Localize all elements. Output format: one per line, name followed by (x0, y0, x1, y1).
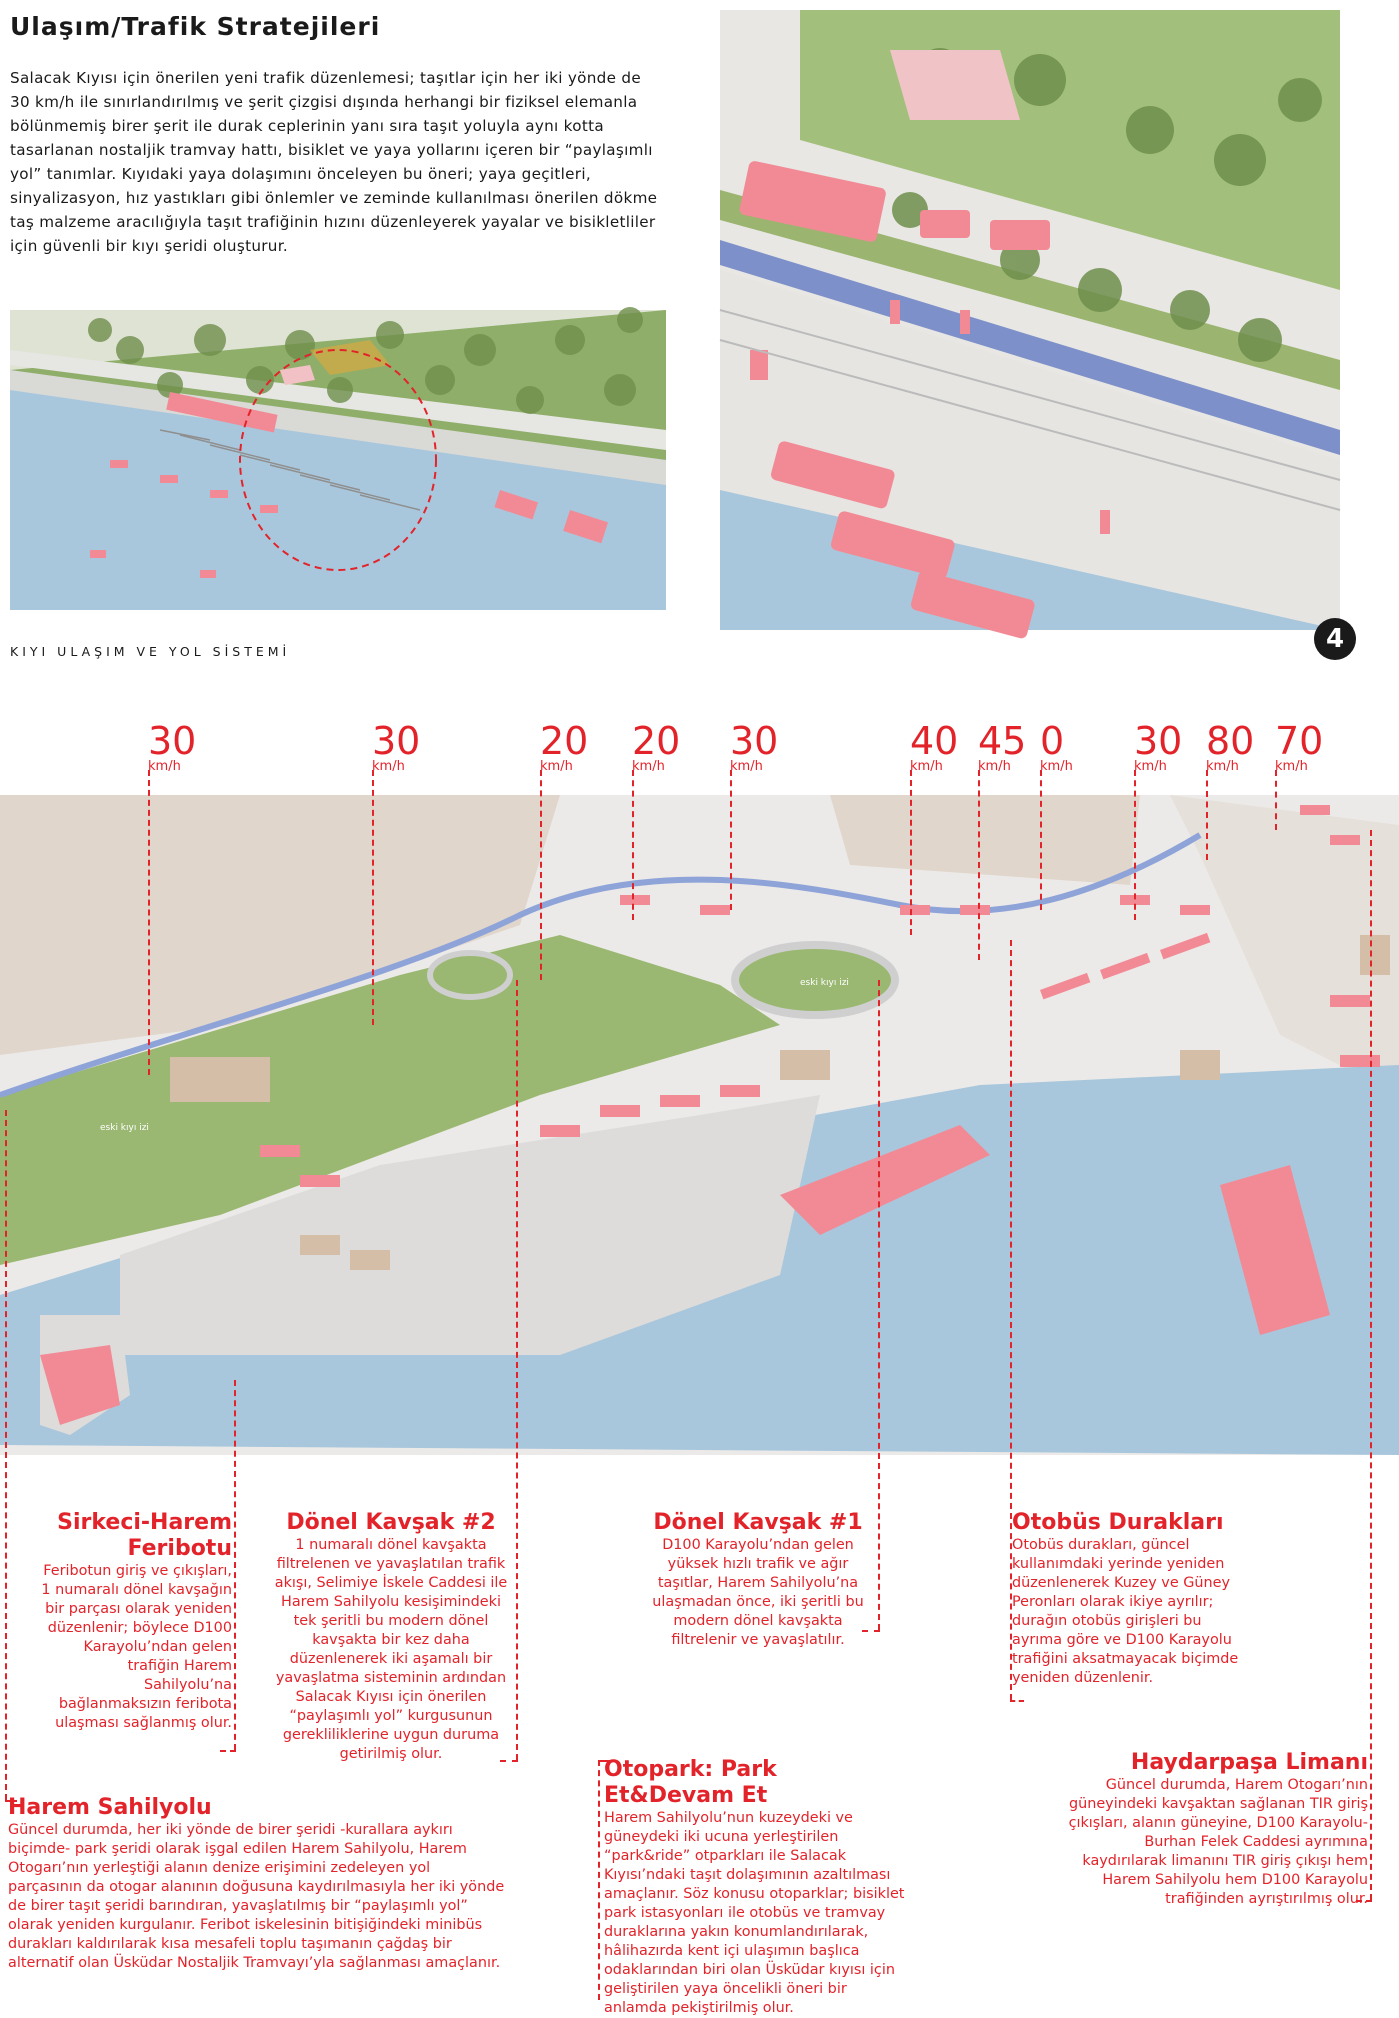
block-harem-text: Güncel durumda, her iki yönde de birer şeridi -kurallara aykırı biçimde- park şeridi olarak işgal edilen Harem Sahilyolu, Harem Otogarı’nın yerleştiği alanın denize erişimini zedeleyen yol parçasının da otogar alanının doğusuna kaydırılmasıyla her iki yönde de birer taşıt şeridi barındıran, yavaşlatılmış bir “paylaşımlı yol” olarak yeniden kurgulanır. Feribot iskelesinin bitişiğindeki minibüs durakları kaldırılarak kısa mesafeli toplu taşımanın çağdaş bir alternatif olan Üsküdar Nostaljik Tramvayı’yla sağlanması amaçlanır. (8, 1822, 505, 1971)
speed-unit: km/h (372, 759, 405, 774)
speed-unit: km/h (730, 759, 763, 774)
speed-unit: km/h (632, 759, 665, 774)
plan-illustration (0, 795, 1399, 1455)
block-otobus-text: Otobüs durakları, güncel kullanımdaki yerinde yeniden düzenlenerek Kuzey ve Güney Peronları olarak ikiye ayrılır; durağın otobüs girişleri bu ayrıma göre ve D100 Karayolu trafiğini aksatmayacak biçimde yeniden düzenlenir. (1012, 1537, 1239, 1686)
speed-unit: km/h (1134, 759, 1167, 774)
speed-unit: km/h (540, 759, 573, 774)
block-harem-title: Harem Sahilyolu (8, 1795, 212, 1820)
speed-label (1206, 719, 1255, 774)
speed-unit: km/h (978, 759, 1011, 774)
block-otopark-title: Otopark: Park Et&Devam Et (604, 1757, 777, 1808)
line-donel2 (516, 980, 518, 1760)
speed-label (1275, 719, 1324, 774)
intro-text: Salacak Kıyısı için önerilen yeni trafik düzenlemesi; taşıtlar için her iki yönde de 30 km/h ile sınırlandırılmış ve şerit çizgisi dışında herhangi bir fiziksel elemanla bölünmemiş birer şerit ile durak ceplerinin yanı sıra taşıt yoluyla aynı kotta tasarlanan nostaljik tramvay hattı, bisiklet ve yaya yollarını içeren bir “paylaşımlı yol” tanımlar. Kıyıdaki yaya dolaşımını önceleyen bu öneri; yaya geçitleri, sinyalizasyon, hız yastıkları gibi önlemler ve zeminde kullanılması önerilen dökme taş malzeme aracılığıyla taşıt trafiğinin hızını düzenleyerek yayalar ve bisikletliler için güvenli bir kıyı şeridi oluşturur. (10, 69, 658, 255)
speed-unit: km/h (1040, 759, 1073, 774)
line-2 (372, 770, 374, 1025)
speed-value: 0 (1040, 719, 1065, 763)
block-haydarpasa (1068, 1750, 1368, 1909)
speed-label (910, 719, 959, 774)
block-donel1-text: D100 Karayolu’ndan gelen yüksek hızlı trafik ve ağır taşıtlar, Harem Sahilyolu’na ulaşmadan önce, iki şeritli bu modern dönel kavşakta filtrelenir ve yavaşlatılır. (652, 1537, 864, 1648)
speed-label (1040, 719, 1073, 774)
line-sirkeci (234, 1380, 236, 1750)
line-otopark (598, 1760, 600, 2000)
speed-value: 45 (978, 719, 1027, 763)
block-donel2-text: 1 numaralı dönel kavşakta filtrelenen ve yavaşlatılan trafik akışı, Selimiye İskele Caddesi ile Harem Sahilyolu kesişimindeki tek şeritli bu modern dönel kavşakta bir kez daha düzenlenerek iki aşamalı bir yavaşlatma sisteminin ardından Salacak Kıyısı için önerilen “paylaşımlı yol” kurgusunun gerekliliklerine uygun duruma getirilmiş olur. (274, 1537, 508, 1762)
line-4 (632, 770, 634, 920)
image-caption: KIYI ULAŞIM VE YOL SİSTEMİ (10, 644, 291, 659)
speed-label (372, 719, 421, 774)
speed-unit: km/h (148, 759, 181, 774)
line-1 (148, 770, 150, 1075)
speed-value: 70 (1275, 719, 1324, 763)
block-haydarpasa-title: Haydarpaşa Limanı (1130, 1750, 1368, 1775)
block-harem (8, 1795, 506, 1973)
block-otobus (1012, 1510, 1252, 1688)
block-otopark-text: Harem Sahilyolu’nun kuzeydeki ve güneydeki iki ucuna yerleştirilen “park&ride” otparkları ile Salacak Kıyısı’ndaki taşıt dolaşımının azaltılması amaçlanır. Söz konusu otoparklar; bisiklet park istasyonları ile otobüs ve tramvay duraklarına yakın konumlandırılarak, hâlihazırda kent içi ulaşımın başlıca odaklarından biri olan Üsküdar kıyısı için geliştirilen yaya öncelikli öneri bir anlamda pekiştirilmiş olur. (604, 1810, 905, 2016)
block-otobus-title: Otobüs Durakları (1012, 1510, 1224, 1535)
line-3 (540, 770, 542, 980)
speed-label (1134, 719, 1183, 774)
speed-value: 20 (540, 719, 589, 763)
zoom-circle (720, 10, 1340, 630)
block-donel2-title: Dönel Kavşak #2 (286, 1510, 496, 1535)
map-label-2: eski kıyı izi (100, 1123, 149, 1133)
speed-label (540, 719, 589, 774)
speed-value: 80 (1206, 719, 1255, 763)
line-donel1 (878, 980, 880, 1630)
block-sirkeci-title: Sirkeci-Harem Feribotu (57, 1510, 232, 1561)
block-otopark (604, 1757, 914, 2018)
speed-value: 30 (148, 719, 197, 763)
speed-unit: km/h (910, 759, 943, 774)
aerial-illustration (10, 310, 666, 610)
block-sirkeci-text: Feribotun giriş ve çıkışları, 1 numaralı dönel kavşağın bir parçası olarak yeniden düzenlenir; böylece D100 Karayolu’ndan gelen trafiğin Harem Sahilyolu’na bağlanmaksızın feribota ulaşması sağlanmış olur. (41, 1563, 232, 1731)
speed-value: 30 (372, 719, 421, 763)
zoom-illustration (720, 10, 1340, 630)
line-6 (910, 770, 912, 935)
line-8 (1040, 770, 1042, 910)
aerial-image (10, 310, 666, 610)
speed-unit: km/h (1275, 759, 1308, 774)
block-donel1-title: Dönel Kavşak #1 (653, 1510, 863, 1535)
block-donel1 (640, 1510, 876, 1650)
speed-value: 30 (1134, 719, 1183, 763)
line-5 (730, 770, 732, 910)
page-number-badge: 4 (1314, 618, 1356, 660)
hline-sirkeci (220, 1750, 236, 1752)
line-9 (1134, 770, 1136, 920)
speed-label (978, 719, 1027, 774)
block-haydarpasa-text: Güncel durumda, Harem Otogarı’nın güneyindeki kavşaktan sağlanan TIR giriş çıkışları, alanın güneyine, D100 Karayolu-Burhan Felek Caddesi ayrımına kaydırılarak limanını TIR giriş çıkışı hem Harem Sahilyolu hem D100 Karayolu trafiğinden ayrıştırılmış olur. (1068, 1777, 1368, 1907)
speed-label (148, 719, 197, 774)
line-7 (978, 770, 980, 960)
line-haydarpasa (1370, 830, 1372, 1900)
block-sirkeci (40, 1510, 232, 1733)
plan-image (0, 795, 1399, 1455)
speed-value: 20 (632, 719, 681, 763)
speed-label (730, 719, 779, 774)
speed-value: 40 (910, 719, 959, 763)
page-title: Ulaşım/Trafik Stratejileri (10, 12, 381, 41)
map-label-1: eski kıyı izi (800, 978, 849, 988)
line-11 (1275, 770, 1277, 830)
speed-value: 30 (730, 719, 779, 763)
hline-otobus (1010, 1700, 1024, 1702)
line-10 (1206, 770, 1208, 860)
speed-unit: km/h (1206, 759, 1239, 774)
line-harem (5, 1110, 7, 1800)
block-donel2 (268, 1510, 514, 1764)
speed-label (632, 719, 681, 774)
